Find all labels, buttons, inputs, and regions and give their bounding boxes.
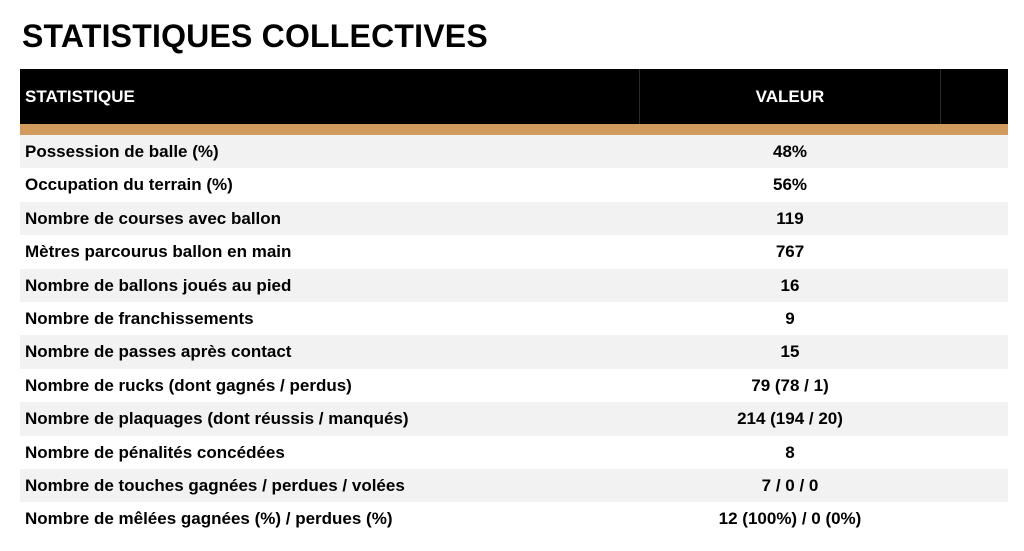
stat-value: 12 (100%) / 0 (0%) xyxy=(718,509,862,529)
column-header-statistique: STATISTIQUE xyxy=(25,87,135,106)
stat-label: Nombre de mêlées gagnées (%) / perdues (%) xyxy=(25,509,393,529)
table-row xyxy=(20,202,1008,235)
table-row xyxy=(20,469,1008,502)
stat-label: Occupation du terrain (%) xyxy=(25,175,233,195)
stat-value: 48% xyxy=(772,142,808,161)
stat-label: Nombre de plaquages (dont réussis / manqués) xyxy=(25,409,409,429)
stat-label: Nombre de ballons joués au pied xyxy=(25,275,292,295)
stat-value: 16 xyxy=(780,275,800,295)
stat-label: Nombre de pénalités concédées xyxy=(25,442,285,462)
stat-value: 56% xyxy=(772,175,808,195)
stats-table xyxy=(20,69,1008,536)
stat-label: Nombre de franchissements xyxy=(25,308,254,328)
table-row xyxy=(20,269,1008,302)
stat-label: Nombre de passes après contact xyxy=(25,342,292,362)
header-divider xyxy=(940,69,941,124)
table-row xyxy=(20,502,1008,535)
stat-value: 15 xyxy=(780,342,800,362)
stat-value: 79 (78 / 1) xyxy=(751,375,829,395)
stat-value: 119 xyxy=(776,208,804,228)
stat-value: 9 xyxy=(785,308,795,328)
table-row xyxy=(20,402,1008,435)
table-row xyxy=(20,369,1008,402)
stat-value: 7 / 0 / 0 xyxy=(761,475,819,495)
stat-label: Mètres parcourus ballon en main xyxy=(25,242,292,262)
stat-value: 214 (194 / 20) xyxy=(737,409,843,429)
table-row xyxy=(20,302,1008,335)
page-title: STATISTIQUES COLLECTIVES xyxy=(22,18,488,54)
header-accent-bar xyxy=(20,124,1008,135)
table-row xyxy=(20,335,1008,368)
table-row xyxy=(20,436,1008,469)
table-row xyxy=(20,135,1008,168)
column-header-valeur: VALEUR xyxy=(755,87,825,106)
stat-label: Nombre de rucks (dont gagnés / perdus) xyxy=(25,375,352,395)
stat-value: 8 xyxy=(785,442,795,462)
stat-label: Nombre de touches gagnées / perdues / volées xyxy=(25,475,405,495)
table-row xyxy=(20,235,1008,268)
table-header xyxy=(20,69,1008,124)
stat-label: Possession de balle (%) xyxy=(25,142,219,161)
stat-label: Nombre de courses avec ballon xyxy=(25,208,282,228)
stat-value: 767 xyxy=(775,242,805,262)
table-row xyxy=(20,168,1008,201)
